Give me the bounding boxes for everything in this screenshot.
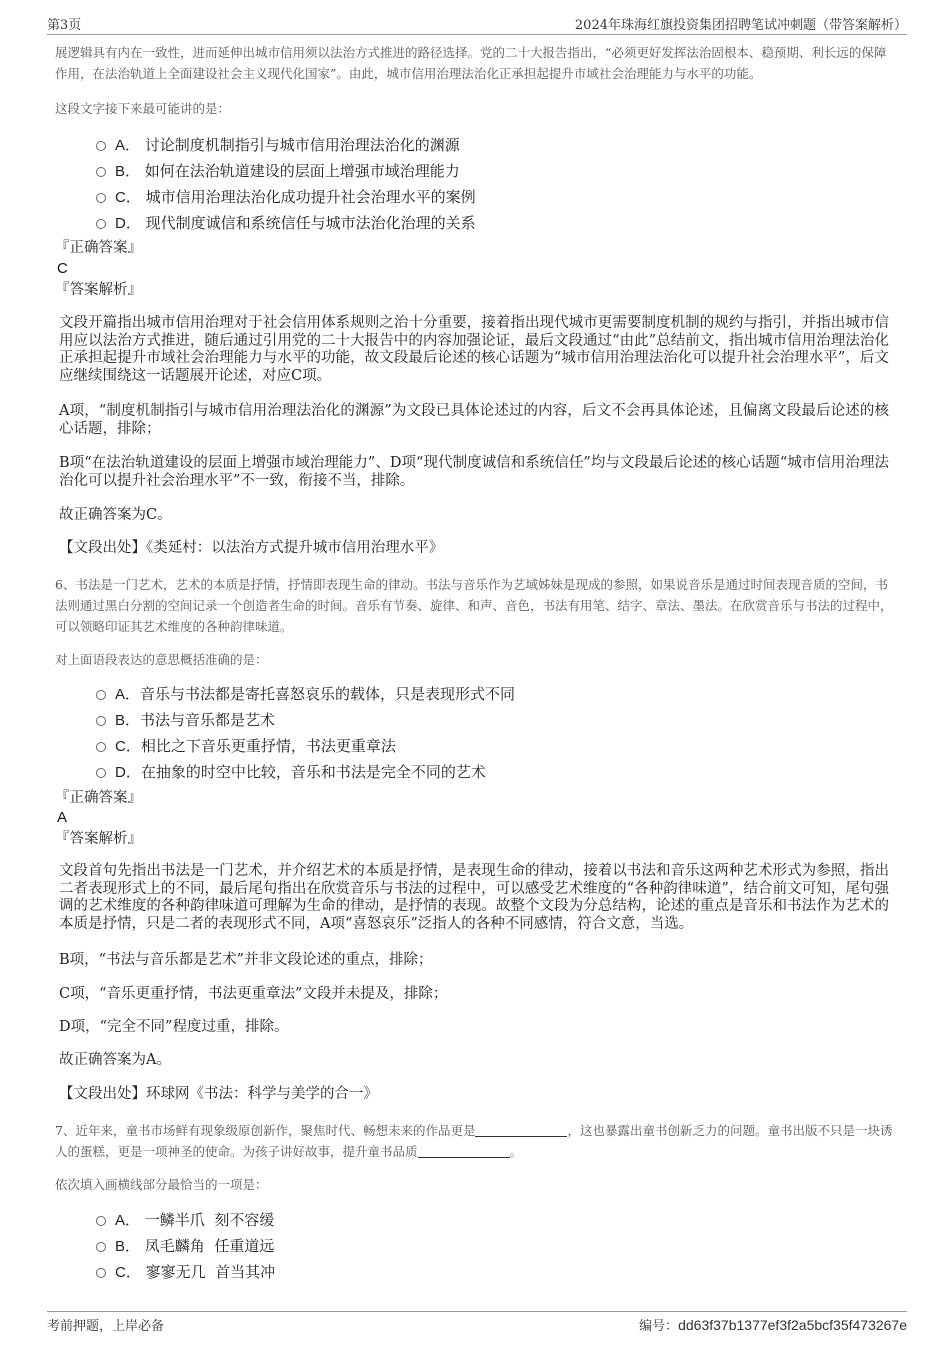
q6-option-b[interactable]: B．书法与音乐都是艺术 <box>96 710 275 731</box>
radio-icon[interactable] <box>96 193 106 203</box>
q5-option-b[interactable]: B． 如何在法治轨道建设的层面上增强市域治理能力 <box>96 161 460 182</box>
q6-answer: A <box>57 809 68 826</box>
radio-icon[interactable] <box>96 690 106 700</box>
q5-conclusion: 故正确答案为C。 <box>59 507 172 523</box>
q7-question: 依次填入画横线部分最恰当的一项是： <box>55 1177 268 1192</box>
page-number: 第3页 <box>47 18 82 33</box>
blank-line <box>418 1145 510 1158</box>
radio-icon[interactable] <box>96 1268 106 1278</box>
q5-question: 这段文字接下来最可能讲的是： <box>55 101 231 116</box>
q7-option-c[interactable]: C． 寥寥无几 首当其冲 <box>96 1262 275 1283</box>
q7-passage: 7、近年来，童书市场鲜有现象级原创新作，聚焦时代、畅想未来的作品更是 ，这也暴露出童书创新乏力的问题。童书出版不只是一块诱人的蛋糕，更是一项神圣的使命。为孩子讲好故事，提升童书品质 。 <box>55 1123 893 1159</box>
q5-source: 【文段出处】《类延村：以法治方式提升城市信用治理水平》 <box>59 540 444 556</box>
q6-conclusion: 故正确答案为A。 <box>59 1052 171 1068</box>
radio-icon[interactable] <box>96 1242 106 1252</box>
page-footer <box>47 1311 907 1336</box>
q6-option-a[interactable]: A．音乐与书法都是寄托喜怒哀乐的载体，只是表现形式不同 <box>96 684 515 705</box>
q5-analysis-bd: B项“在法治轨道建设的层面上增强市域治理能力”、D项“现代制度诚信和系统信任”均与文段最后论述的核心话题“城市信用治理法治化可以提升社会治理水平”不一致，衔接不当，排除。 <box>59 455 889 489</box>
q6-analysis-c: C项，“音乐更重抒情，书法更重章法”文段并未提及，排除； <box>59 986 448 1002</box>
radio-icon[interactable] <box>96 1216 106 1226</box>
radio-icon[interactable] <box>96 716 106 726</box>
page-header <box>47 12 907 35</box>
radio-icon[interactable] <box>96 768 106 778</box>
q5-analysis-a: A项，“制度机制指引与城市信用治理法治化的渊源”为文段已具体论述过的内容，后文不会再具体论述，且偏离文段最后论述的核心话题，排除； <box>59 403 889 437</box>
document-title: 2024年珠海红旗投资集团招聘笔试冲刺题（带答案解析） <box>574 18 907 33</box>
radio-icon[interactable] <box>96 219 106 229</box>
q7-option-b[interactable]: B． 凤毛麟角 任重道远 <box>96 1236 274 1257</box>
q7-option-a[interactable]: A． 一鳞半爪 刻不容缓 <box>96 1210 274 1231</box>
q5-passage: 展逻辑具有内在一致性，进而延伸出城市信用须以法治方式推进的路径选择。党的二十大报告指出，“必须更好发挥法治固根本、稳预期、利长远的保障作用，在法治轨道上全面建设社会主义现代化国家”。由此，城市信用治理法治化正承担起提升市域社会治理能力与水平的功能。 <box>55 45 887 81</box>
radio-icon[interactable] <box>96 742 106 752</box>
document-code: 编号：dd63f37b1377ef3f2a5bcf35f473267e <box>639 1317 907 1334</box>
q5-option-d[interactable]: D． 现代制度诚信和系统信任与城市法治化治理的关系 <box>96 213 476 234</box>
q6-analysis-label: 『答案解析』 <box>55 831 142 847</box>
q6-analysis-d: D项，“完全不同”程度过重，排除。 <box>59 1019 289 1035</box>
radio-icon[interactable] <box>96 141 106 151</box>
q5-analysis-label: 『答案解析』 <box>55 282 142 298</box>
q5-option-a[interactable]: A． 讨论制度机制指引与城市信用治理法治化的渊源 <box>96 135 460 156</box>
blank-line <box>475 1124 567 1137</box>
q6-source: 【文段出处】环球网《书法：科学与美学的合一》 <box>59 1086 378 1102</box>
radio-icon[interactable] <box>96 167 106 177</box>
q6-option-d[interactable]: D．在抽象的时空中比较，音乐和书法是完全不同的艺术 <box>96 762 486 783</box>
q6-analysis-main: 文段首句先指出书法是一门艺术，并介绍艺术的本质是抒情，是表现生命的律动，接着以书法和音乐这两种艺术形式为参照，指出二者表现形式上的不同，最后尾句指出在欣赏音乐与书法的过程中，可以感受艺术维度的“各种韵律味道”，结合前文可知，尾句强调的艺术维度的各种韵律味道可理解为生命的律动，是抒情的表现。故整个文段为分总结构，论述的重点是音乐和书法作为艺术的本质是抒情，只是二者的表现形式不同，A项“喜怒哀乐”泛指人的各种不同感情，符合文意，当选。 <box>59 863 889 932</box>
q5-analysis-main: 文段开篇指出城市信用治理对于社会信用体系规则之治十分重要，接着指出现代城市更需要制度机制的规约与指引，并指出城市信用应以法治方式推进，随后通过引用党的二十大报告中的内容加强论证，最后文段通过“由此”总结前文，指出城市信用治理法治化正承担起提升市域社会治理能力与水平的功能，故文段最后论述的核心话题为“城市信用治理法治化可以提升社会治理水平”，后文应继续围绕这一话题展开论述，对应C项。 <box>59 315 889 384</box>
q6-passage: 6、书法是一门艺术，艺术的本质是抒情，抒情即表现生命的律动。书法与音乐作为艺域姊妹是现成的参照，如果说音乐是通过时间表现音质的空间，书法则通过黑白分割的空间记录一个创造者生命的时间。音乐有节奏、旋律、和声、音色，书法有用笔、结字、章法、墨法。在欣赏音乐与书法的过程中，可以领略印证其艺术维度的各种韵律味道。 <box>55 577 893 634</box>
q6-analysis-b: B项，“书法与音乐都是艺术”并非文段论述的重点，排除； <box>59 952 433 968</box>
q6-option-c[interactable]: C．相比之下音乐更重抒情，书法更重章法 <box>96 736 396 757</box>
q5-answer-label: 『正确答案』 <box>55 240 142 256</box>
footer-slogan: 考前押题，上岸必备 <box>47 1319 165 1334</box>
q5-option-c[interactable]: C． 城市信用治理法治化成功提升社会治理水平的案例 <box>96 187 476 208</box>
q5-answer: C <box>57 260 68 277</box>
q6-question: 对上面语段表达的意思概括准确的是： <box>55 652 268 667</box>
q6-answer-label: 『正确答案』 <box>55 790 142 806</box>
